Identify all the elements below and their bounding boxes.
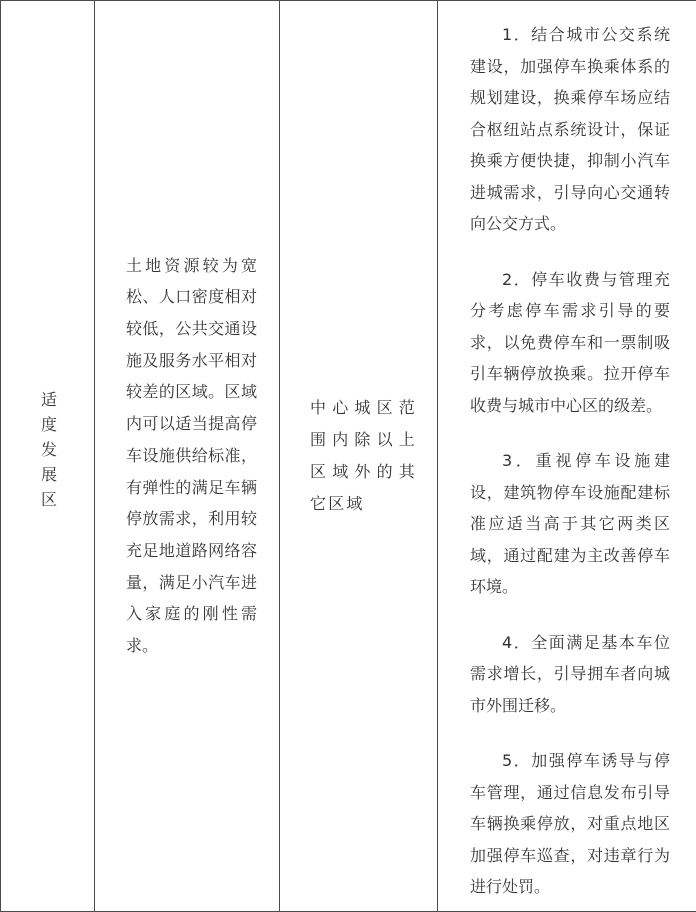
zone-name-cell xyxy=(1,1,95,912)
strategy-item: 1．结合城市公交系统建设，加强停车换乘体系的规划建设，换乘停车场应结合枢纽站点系统设计，保证换乘方便快捷，抑制小汽车进城需求，引导向心交通转向公交方式。 xyxy=(470,19,670,240)
strategy-item: 2．停车收费与管理充分考虑停车需求引导的要求，以免费停车和一票制吸引车辆停放换乘。拉开停车收费与城市中心区的级差。 xyxy=(470,264,670,422)
strategy-list xyxy=(438,1,696,911)
scope-cell xyxy=(280,1,438,912)
strategy-item: 4．全面满足基本车位需求增长，引导拥车者向城市外围迁移。 xyxy=(470,627,670,722)
zone-name: 适度发展区 xyxy=(38,391,58,516)
strategy-item: 3．重视停车设施建设，建筑物停车设施配建标准应适当高于其它两类区域，通过配建为主改善停车环境。 xyxy=(470,445,670,603)
zone-scope: 中心城区范围内除以上区域外的其它区域 xyxy=(280,392,437,520)
conditions-cell xyxy=(95,1,280,912)
zone-conditions: 土地资源较为宽松、人口密度相对较低，公共交通设施及服务水平相对较差的区域。区域内可以适当提高停车设施供给标准，有弹性的满足车辆停放需求，利用较充足地道路网络容量，满足小汽车进入家庭的刚性需求。 xyxy=(95,250,279,662)
strategies-cell xyxy=(438,1,696,912)
table-row xyxy=(1,1,696,912)
strategy-item: 5．加强停车诱导与停车管理，通过信息发布引导车辆换乘停放，对重点地区加强停车巡查，对违章行为进行处罚。 xyxy=(470,745,670,903)
